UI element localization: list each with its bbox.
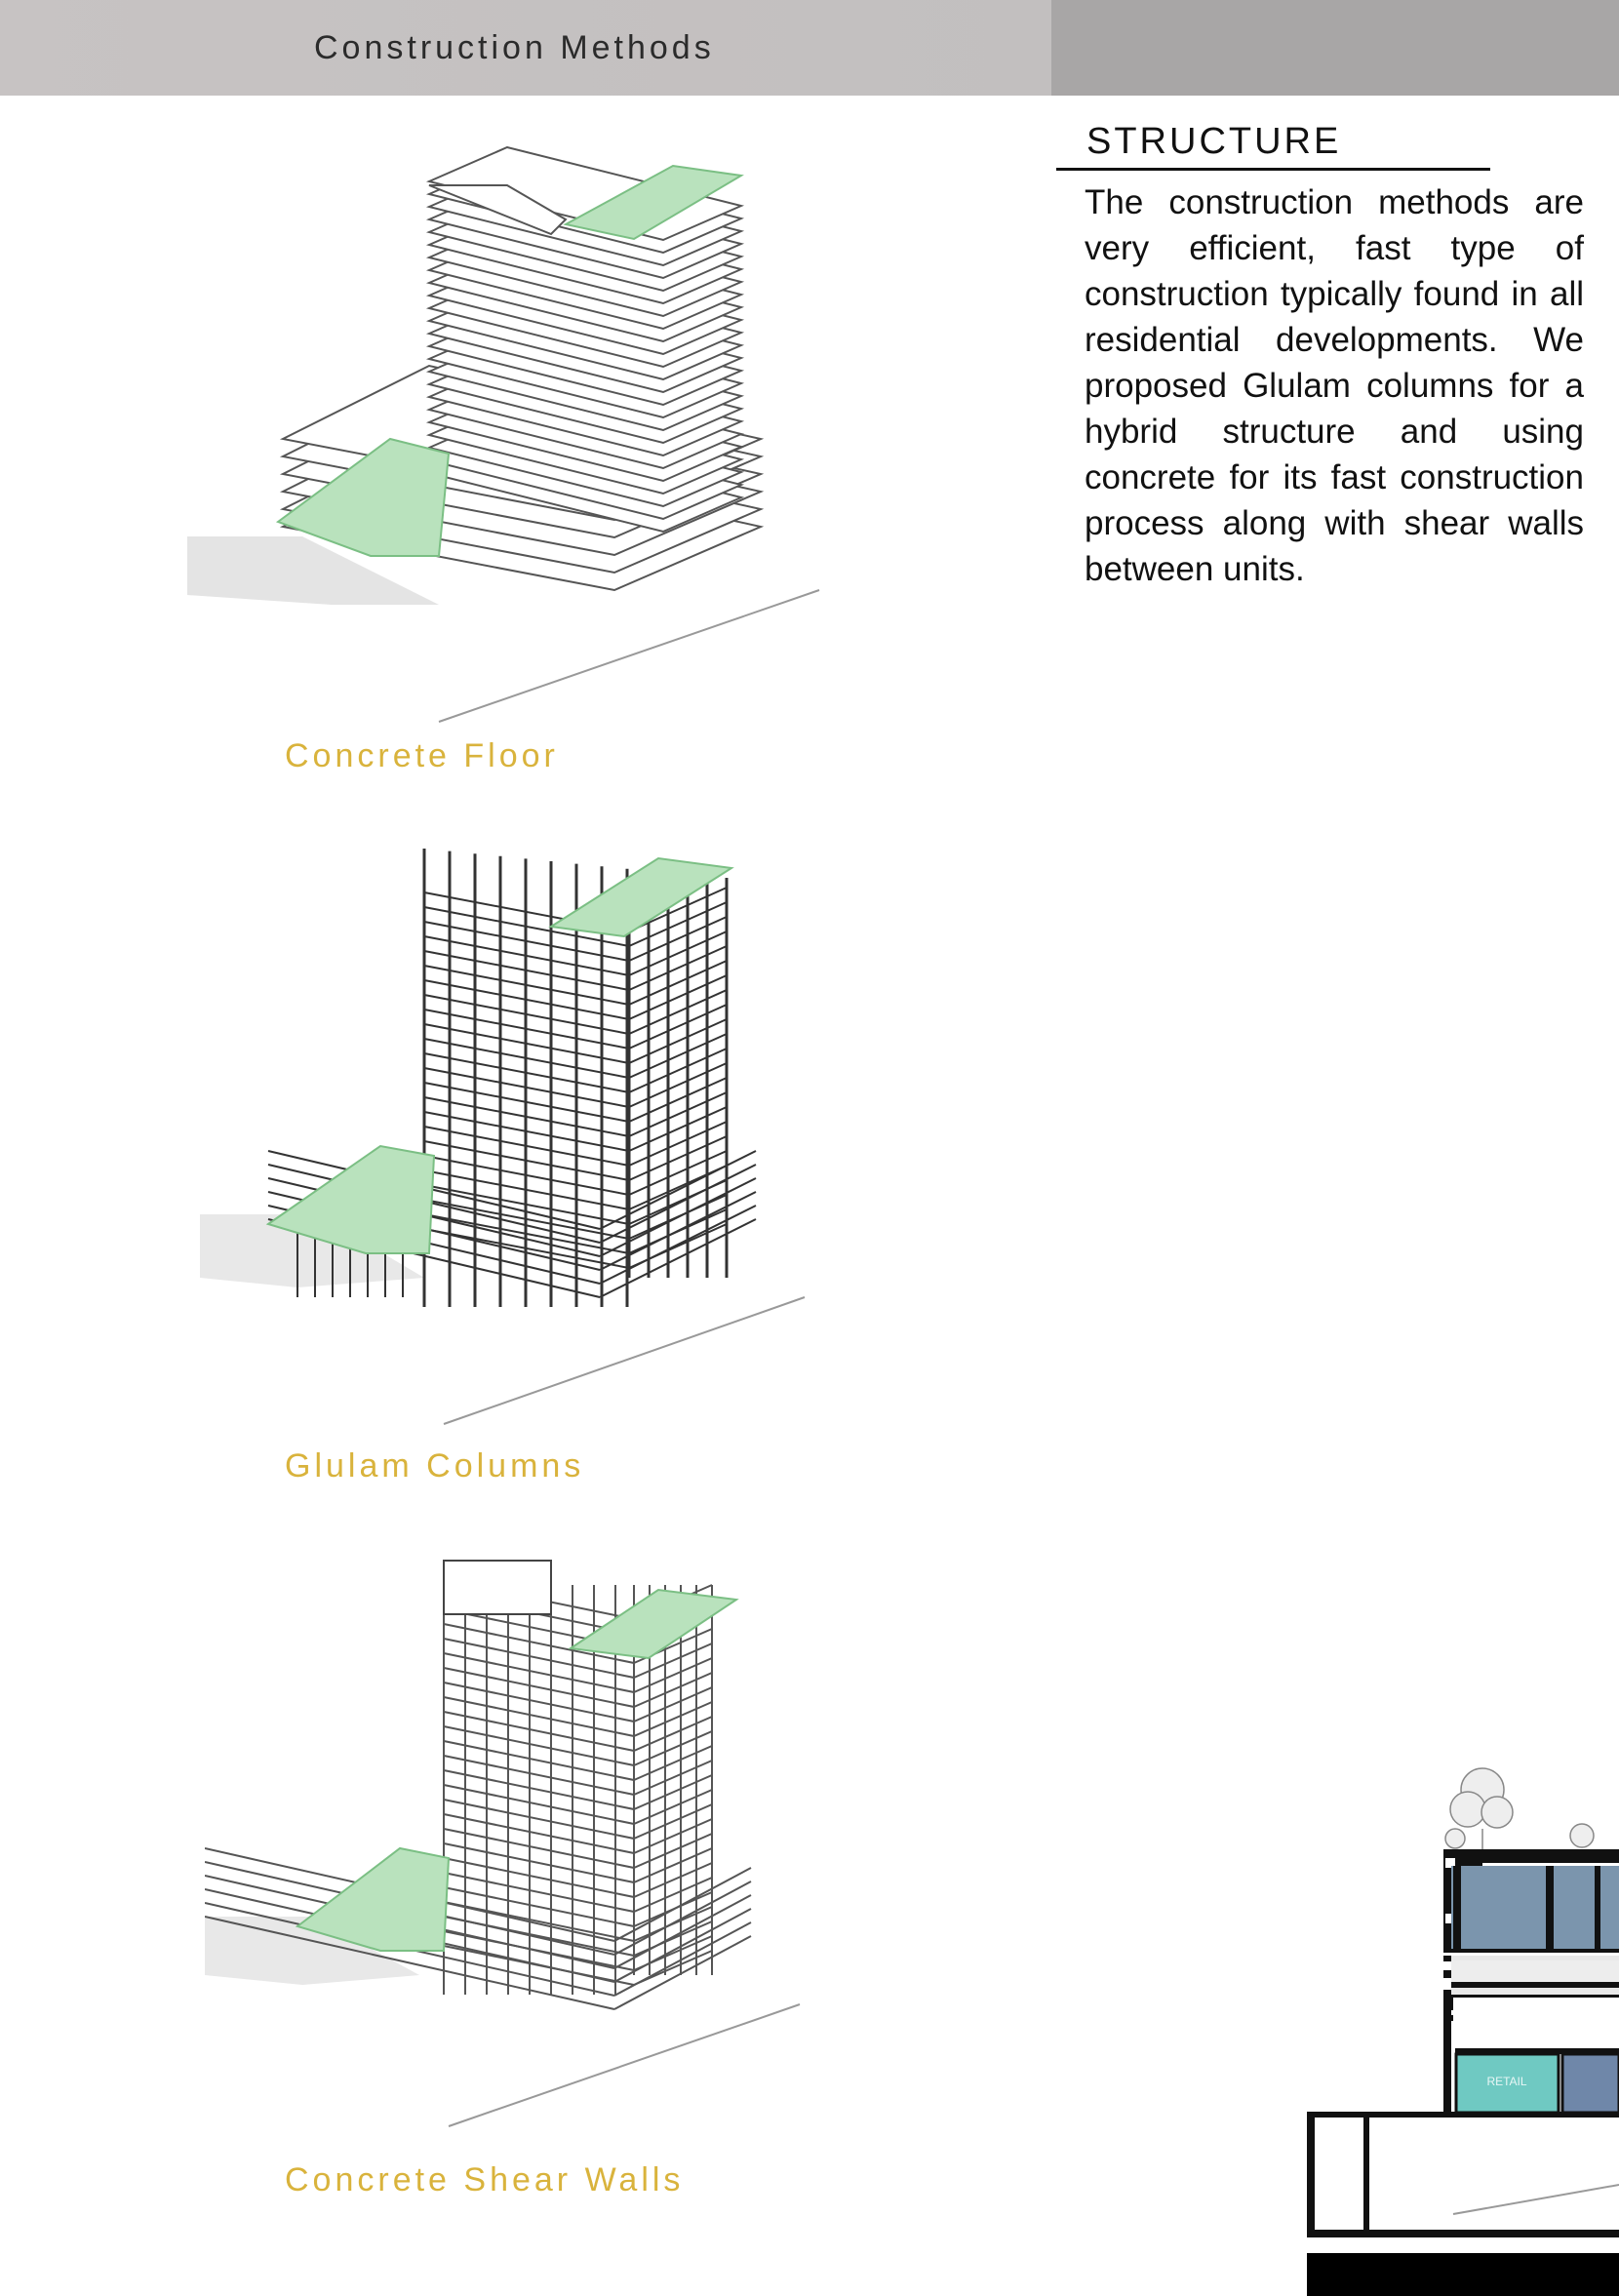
glulam-columns-diagram bbox=[200, 819, 824, 1444]
building-section-view bbox=[1307, 1756, 1619, 2296]
retail-label: RETAIL bbox=[1486, 2075, 1527, 2088]
diagram-caption-concrete-shear-walls: Concrete Shear Walls bbox=[285, 2161, 685, 2198]
section-body-text: The construction methods are very efficient, fast type of construction typically found in all residential developments. We proposed Glulam columns for a hybrid structure and using concrete for its fast construction process along with shear walls between units. bbox=[1085, 183, 1584, 588]
tree-icon bbox=[1445, 1768, 1594, 1853]
diagram-caption-concrete-floor: Concrete Floor bbox=[285, 737, 559, 774]
concrete-shear-walls-diagram bbox=[205, 1546, 819, 2131]
section-title-underline bbox=[1056, 168, 1490, 171]
section-title: STRUCTURE bbox=[1086, 121, 1342, 162]
concrete-floor-diagram bbox=[185, 146, 829, 732]
header-bar-accent bbox=[1051, 0, 1619, 96]
page-title: Construction Methods bbox=[314, 29, 715, 66]
diagram-caption-glulam-columns: Glulam Columns bbox=[285, 1447, 585, 1484]
